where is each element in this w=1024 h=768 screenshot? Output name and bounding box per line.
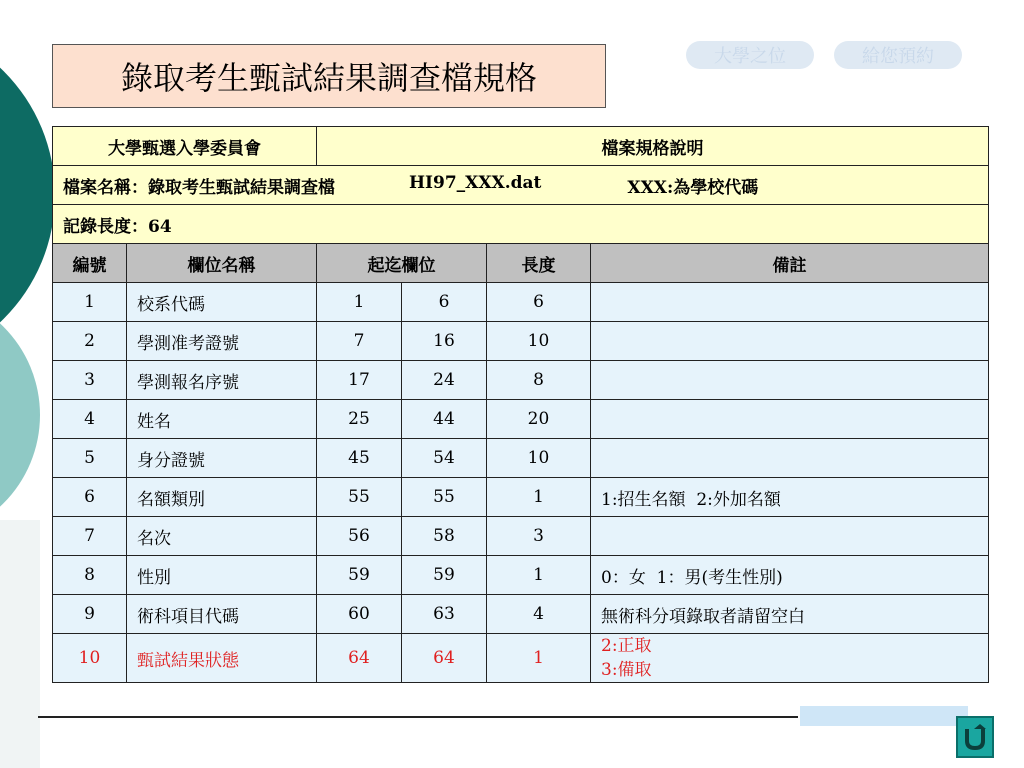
table-row: [53, 478, 989, 517]
spec-heading: 檔案規格說明: [317, 127, 989, 166]
cell-length: 20: [487, 400, 591, 439]
cell-length: 1: [487, 556, 591, 595]
cell-length: 4: [487, 595, 591, 634]
cell-remark: 1:招生名額 2:外加名額: [591, 478, 989, 517]
cell-end: 24: [402, 361, 487, 400]
cell-no: 3: [53, 361, 127, 400]
table-row: [53, 322, 989, 361]
table-row: [53, 517, 989, 556]
table-row: [53, 595, 989, 634]
u-turn-return-icon: [963, 723, 987, 751]
cell-start: 45: [317, 439, 402, 478]
table-row-highlight: [53, 634, 989, 683]
cell-length: 10: [487, 322, 591, 361]
cell-no: 9: [53, 595, 127, 634]
cell-end: 64: [402, 634, 487, 683]
cell-end: 59: [402, 556, 487, 595]
cell-field: 校系代碼: [127, 283, 317, 322]
remark-line: 2:正取: [601, 636, 652, 656]
cell-no: 5: [53, 439, 127, 478]
cell-remark: [591, 517, 989, 556]
cell-start: 55: [317, 478, 402, 517]
table-row: [53, 283, 989, 322]
header-length: 長度: [487, 244, 591, 283]
cell-start: 60: [317, 595, 402, 634]
cell-length: 8: [487, 361, 591, 400]
cell-no: 7: [53, 517, 127, 556]
footer-accent-bar: [800, 706, 968, 726]
cell-remark: [591, 283, 989, 322]
header-no: 編號: [53, 244, 127, 283]
cell-remark: [591, 439, 989, 478]
cell-length: 10: [487, 439, 591, 478]
cell-end: 54: [402, 439, 487, 478]
cell-remark: [591, 634, 989, 683]
cell-no: 6: [53, 478, 127, 517]
cell-field: 身分證號: [127, 439, 317, 478]
cell-no: 8: [53, 556, 127, 595]
record-length-row: [53, 205, 989, 244]
table-row: [53, 439, 989, 478]
cell-end: 55: [402, 478, 487, 517]
cell-end: 6: [402, 283, 487, 322]
footer-divider: [38, 716, 798, 718]
cell-no: 10: [53, 634, 127, 683]
cell-field: 甄試結果狀態: [127, 634, 317, 683]
spec-table: [52, 126, 989, 683]
cell-no: 2: [53, 322, 127, 361]
cell-end: 44: [402, 400, 487, 439]
cell-remark: [591, 400, 989, 439]
filename-row: [53, 166, 989, 205]
cell-length: 1: [487, 634, 591, 683]
cell-remark: [591, 322, 989, 361]
table-row: [53, 556, 989, 595]
cell-start: 56: [317, 517, 402, 556]
cell-remark: [591, 361, 989, 400]
watermark-right: 給您預約: [834, 41, 962, 69]
remark-line: 3:備取: [601, 660, 652, 680]
cell-start: 59: [317, 556, 402, 595]
cell-start: 1: [317, 283, 402, 322]
record-length: 記錄長度：64: [53, 205, 989, 244]
decorative-dark-circle: [0, 20, 55, 370]
cell-field: 術科項目代碼: [127, 595, 317, 634]
cell-field: 學測報名序號: [127, 361, 317, 400]
filename-cell: [53, 166, 989, 205]
table-row: [53, 400, 989, 439]
org-name: 大學甄選入學委員會: [53, 127, 317, 166]
cell-start: 25: [317, 400, 402, 439]
cell-no: 1: [53, 283, 127, 322]
cell-end: 16: [402, 322, 487, 361]
cell-length: 1: [487, 478, 591, 517]
cell-remark: 0：女 1：男(考生性別): [591, 556, 989, 595]
cell-start: 64: [317, 634, 402, 683]
header-range: 起迄欄位: [317, 244, 487, 283]
filename-code: HI97_XXX.dat: [409, 172, 542, 193]
cell-length: 3: [487, 517, 591, 556]
cell-field: 學測准考證號: [127, 322, 317, 361]
cell-field: 名額類別: [127, 478, 317, 517]
filename-note: XXX:為學校代碼: [627, 177, 759, 198]
slide-title: 錄取考生甄試結果調查檔規格: [52, 44, 606, 108]
filename-label: 檔案名稱：錄取考生甄試結果調查檔: [63, 177, 335, 198]
header-remark: 備註: [591, 244, 989, 283]
column-header-row: [53, 244, 989, 283]
cell-end: 58: [402, 517, 487, 556]
table-row: [53, 361, 989, 400]
cell-end: 63: [402, 595, 487, 634]
watermark-left: 大學之位: [686, 41, 814, 69]
watermark-logo: [686, 38, 962, 72]
table-title-row: [53, 127, 989, 166]
cell-length: 6: [487, 283, 591, 322]
decorative-side-wash: [0, 520, 40, 768]
decorative-light-circle: [0, 290, 40, 540]
cell-no: 4: [53, 400, 127, 439]
cell-field: 名次: [127, 517, 317, 556]
header-field: 欄位名稱: [127, 244, 317, 283]
cell-remark: 無術科分項錄取者請留空白: [591, 595, 989, 634]
cell-field: 性別: [127, 556, 317, 595]
cell-field: 姓名: [127, 400, 317, 439]
return-button[interactable]: [956, 716, 994, 758]
cell-start: 7: [317, 322, 402, 361]
cell-start: 17: [317, 361, 402, 400]
